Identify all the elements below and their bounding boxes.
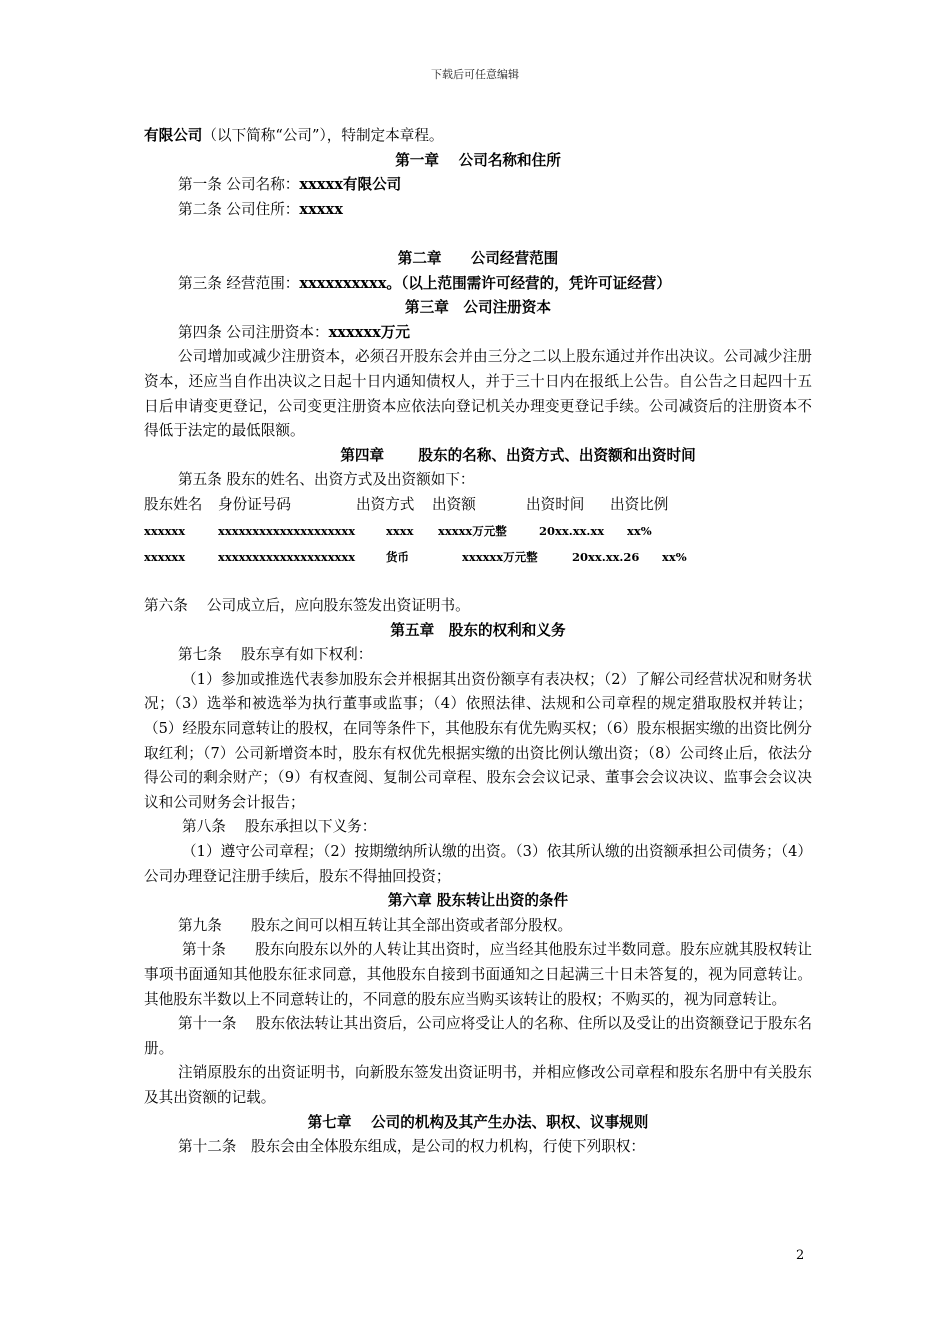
chapter-1-title: 第一章 公司名称和住所	[395, 151, 561, 169]
article-6: 第六条 公司成立后，应向股东签发出资证明书。	[144, 597, 470, 615]
article-4-value: xxxxxx万元	[328, 323, 410, 341]
chapter-2-title: 第二章 公司经营范围	[397, 249, 559, 267]
col-header-method: 出资方式	[356, 495, 415, 513]
cell-id: xxxxxxxxxxxxxxxxxxxx	[218, 523, 356, 538]
cell-ratio: xx%	[662, 549, 687, 564]
article-2-value: xxxxx	[299, 200, 343, 218]
article-1	[144, 173, 812, 198]
cell-id: xxxxxxxxxxxxxxxxxxxx	[218, 549, 356, 564]
chapter-3-title: 第三章 公司注册资本	[405, 299, 551, 317]
cell-name: xxxxxx	[144, 523, 186, 538]
intro-rest: （以下简称“公司”），特制定本章程。	[202, 127, 444, 144]
article-1-value: xxxxx有限公司	[299, 176, 402, 194]
cell-ratio: xx%	[627, 523, 652, 538]
table-row	[144, 544, 812, 570]
chapter-4-title: 第四章 股东的名称、出资方式、出资额和出资时间	[340, 446, 696, 464]
article-9: 第九条 股东之间可以相互转让其全部出资或者部分股权。	[178, 916, 573, 934]
article-5: 第五条 股东的姓名、出资方式及出资额如下：	[178, 471, 475, 489]
article-11: 第十一条 股东依法转让其出资后，公司应将受让人的名称、住所以及受让的出资额登记于股东名册。	[144, 1015, 812, 1057]
document-body	[144, 124, 812, 1160]
article-3	[144, 272, 812, 297]
chapter-7-title: 第七章 公司的机构及其产生办法、职权、议事规则	[307, 1113, 649, 1131]
page-number: 2	[796, 1248, 805, 1263]
article-2-label: 第二条 公司住所：	[178, 200, 300, 218]
article-8-items: （1）遵守公司章程；（2）按期缴纳所认缴的出资。（3）依其所认缴的出资额承担公司债务；（4）公司办理登记注册手续后，股东不得抽回投资；	[144, 843, 812, 885]
cell-time: 20xx.xx.26	[572, 549, 640, 564]
article-4	[144, 321, 812, 346]
cell-method: 货币	[386, 549, 409, 564]
cell-time: 20xx.xx.xx	[539, 523, 605, 538]
article-1-label: 第一条 公司名称：	[178, 176, 300, 194]
article-8: 第八条 股东承担以下义务：	[182, 818, 377, 836]
spacer	[144, 570, 812, 595]
spacer	[144, 222, 812, 247]
chapter-6-title: 第六章 股东转让出资的条件	[387, 892, 569, 910]
chapter-5-title: 第五章 股东的权利和义务	[390, 621, 566, 639]
intro-line	[144, 124, 812, 149]
article-11-paragraph: 注销原股东的出资证明书，向新股东签发出资证明书，并相应修改公司章程和股东名册中有关股东及其出资额的记载。	[144, 1064, 812, 1106]
article-3-value: xxxxxxxxxx。（以上范围需许可经营的，凭许可证经营）	[299, 274, 671, 292]
cell-amount: xxxxx万元整	[438, 523, 507, 538]
cell-method: xxxx	[386, 523, 414, 538]
table-row	[144, 518, 812, 544]
article-3-label: 第三条 经营范围：	[178, 274, 300, 292]
col-header-ratio: 出资比例	[610, 495, 669, 513]
cell-name: xxxxxx	[144, 549, 186, 564]
col-header-time: 出资时间	[526, 495, 585, 513]
cell-amount: xxxxxx万元整	[462, 549, 538, 564]
article-10: 第十条 股东向股东以外的人转让其出资时，应当经其他股东过半数同意。股东应就其股权转让事项书面通知其他股东征求同意，其他股东自接到书面通知之日起满三十日未答复的，视为同意转让。其他股东半数以上不同意转让的，不同意的股东应当购买该转让的股权；不购买的，视为同意转让。	[144, 941, 812, 1008]
capital-paragraph: 公司增加或减少注册资本，必须召开股东会并由三分之二以上股东通过并作出决议。公司减少注册资本，还应当自作出决议之日起十日内通知债权人，并于三十日内在报纸上公告。自公告之日起四十五日后申请变更登记，公司变更注册资本应依法向登记机关办理变更登记手续。公司减资后的注册资本不得低于法定的最低限额。	[144, 348, 812, 440]
col-header-name: 股东姓名	[144, 495, 203, 513]
article-7-items: （1）参加或推选代表参加股东会并根据其出资份额享有表决权；（2）了解公司经营状况和财务状况；（3）选举和被选举为执行董事或监事；（4）依照法律、法规和公司章程的规定猎取股权并转让；（5）经股东同意转让的股权，在同等条件下，其他股东有优先购买权；（6）股东根据实缴的出资比例分取红利；（7）公司新增资本时，股东有权优先根据实缴的出资比例认缴出资；（8）公司终止后，依法分得公司的剩余财产；（9）有权查阅、复制公司章程、股东会会议记录、董事会会议决议、监事会会议决议和公司财务会计报告；	[144, 670, 812, 811]
page-header: 下载后可任意编辑	[431, 68, 519, 81]
article-4-label: 第四条 公司注册资本：	[178, 323, 329, 341]
col-header-amount: 出资额	[432, 495, 476, 513]
shareholder-table-header	[144, 493, 812, 518]
col-header-id: 身份证号码	[218, 495, 291, 513]
article-7: 第七条 股东享有如下权利：	[178, 646, 373, 664]
article-2	[144, 198, 812, 223]
article-12: 第十二条 股东会由全体股东组成，是公司的权力机构，行使下列职权：	[178, 1138, 646, 1156]
intro-bold: 有限公司	[144, 127, 203, 144]
